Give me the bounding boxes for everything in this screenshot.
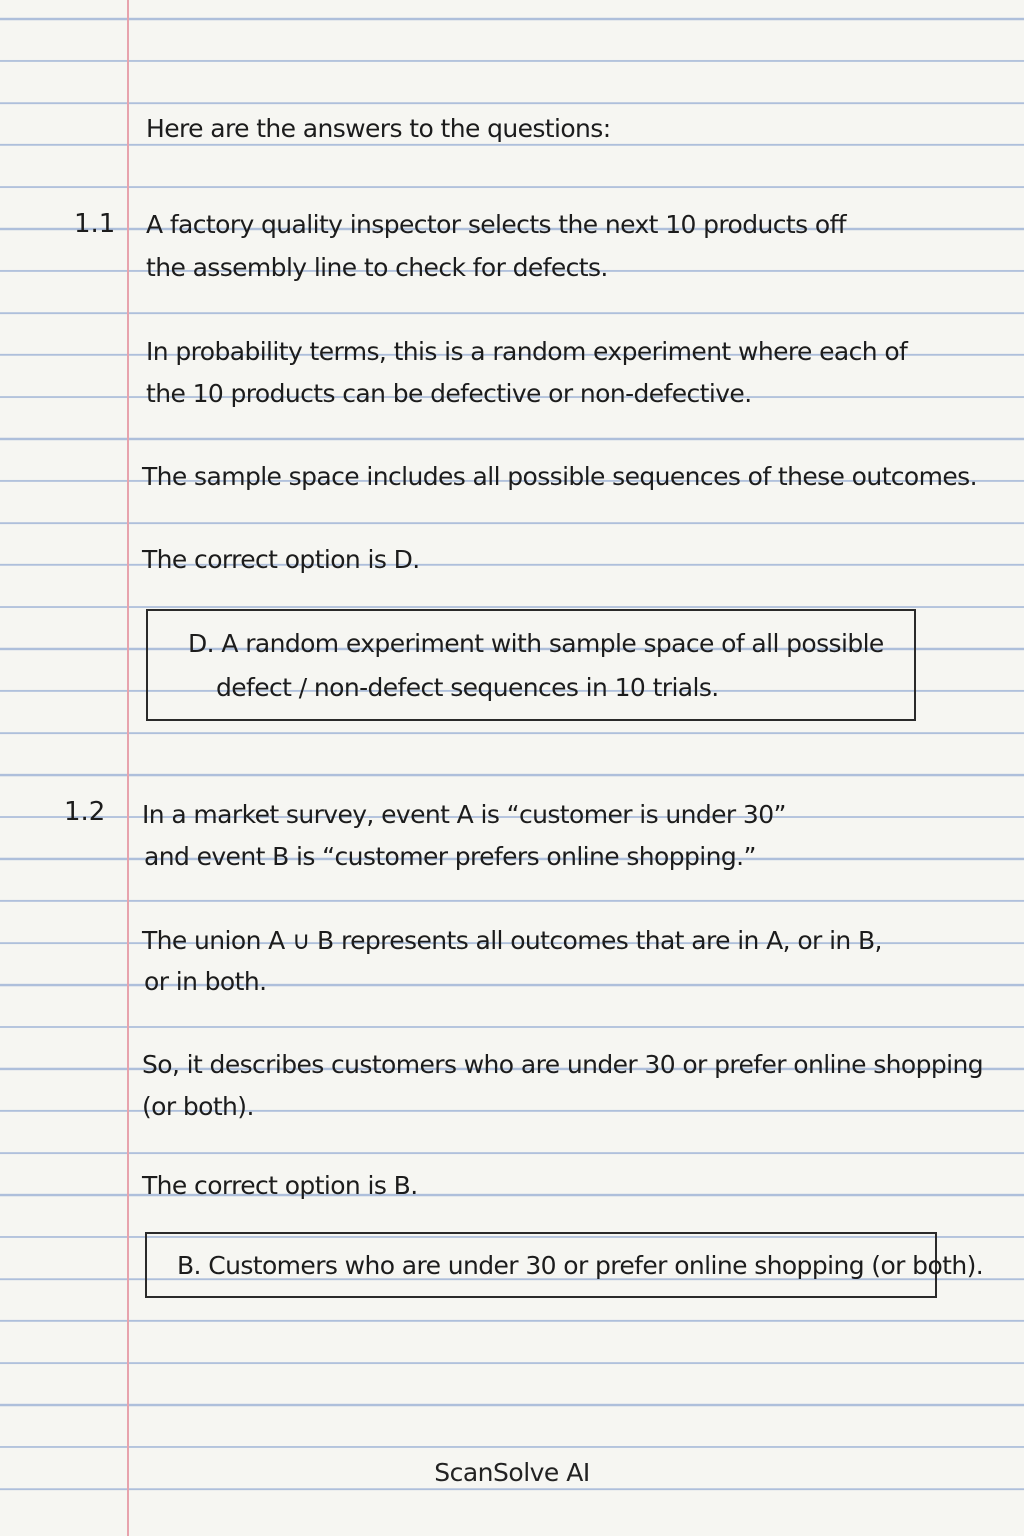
q2-correct-option: The correct option is B.	[142, 1171, 418, 1200]
intro-text: Here are the answers to the questions:	[146, 114, 611, 143]
footer-brand: ScanSolve AI	[434, 1458, 590, 1487]
question-number-1-1: 1.1	[74, 209, 116, 239]
q1-answer-line-1: D. A random experiment with sample space of all possible	[188, 629, 884, 658]
q2-text-line-3: The union A ∪ B represents all outcomes that are in A, or in B,	[142, 926, 882, 955]
q1-text-line-4: the 10 products can be defective or non-defective.	[146, 379, 752, 408]
q2-text-line-6: (or both).	[142, 1092, 254, 1121]
margin-line	[127, 0, 129, 1536]
question-number-1-2: 1.2	[64, 797, 106, 827]
q2-answer-box	[145, 1232, 984, 1298]
q2-text-line-5: So, it describes customers who are under 30 or prefer online shopping	[142, 1050, 984, 1079]
q2-text-line-4: or in both.	[144, 967, 267, 996]
q1-text-line-2: the assembly line to check for defects.	[146, 253, 608, 282]
q1-answer-box	[146, 609, 916, 721]
q1-text-line-3: In probability terms, this is a random experiment where each of	[146, 337, 908, 366]
q1-text-line-5: The sample space includes all possible sequences of these outcomes.	[142, 462, 977, 491]
q2-text-line-2: and event B is “customer prefers online shopping.”	[144, 842, 756, 871]
q1-correct-option: The correct option is D.	[142, 545, 420, 574]
q1-text-line-1: A factory quality inspector selects the next 10 products off	[146, 210, 846, 239]
q1-answer-line-2: defect / non-defect sequences in 10 trials.	[216, 673, 719, 702]
q2-text-line-1: In a market survey, event A is “customer is under 30”	[142, 800, 786, 829]
q2-answer-line-1: B. Customers who are under 30 or prefer online shopping (or both).	[177, 1251, 984, 1280]
